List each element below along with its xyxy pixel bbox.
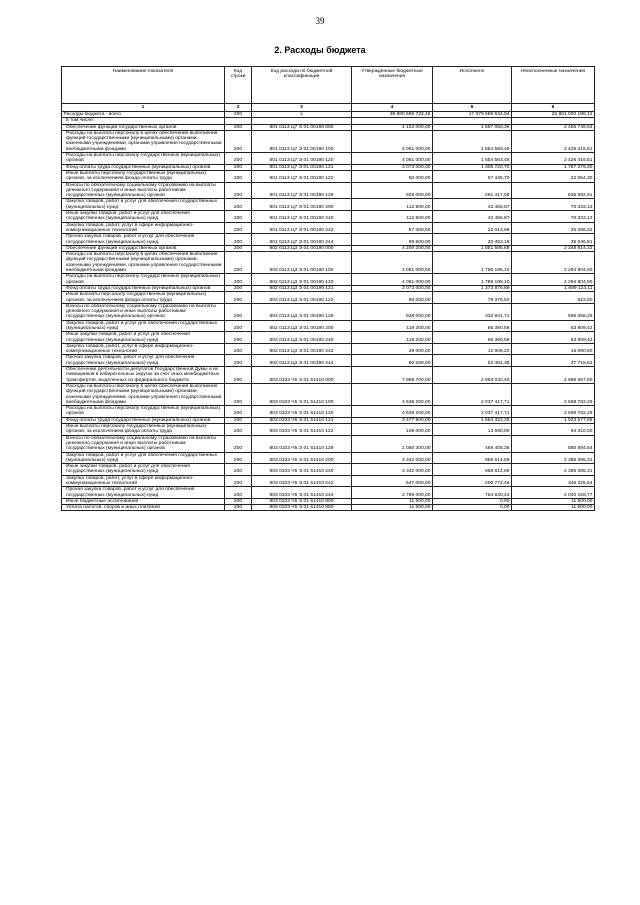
row-code-cell: 801 0113 Ц7 Э 01 00190 121 [252,164,352,170]
row-executed-cell: 42 466,87 [433,211,512,223]
row-code-cell: 801 0113 Ц7 Э 01 00190 000 [252,124,352,130]
row-executed-cell: 469 405,36 [433,435,512,452]
row-name-cell: Иные выплаты персоналу государственных (муниципальных) органов, за исключением фонда оплаты труда [62,170,225,182]
row-approved-cell: 80 000,00 [352,292,433,304]
row-name-cell: Расходы бюджета - всего [62,112,225,118]
row-executed-cell: 200 774,46 [433,475,512,487]
row-approved-cell: 4 081 000,00 [352,130,433,152]
table-row [62,464,595,476]
row-line-cell: 200 [225,222,252,234]
row-code-cell: 803 0103 Ч5 Э 01 51410 000 [252,367,352,384]
row-unexecuted-cell: 623,50 [512,292,595,304]
row-line-cell: 200 [225,182,252,199]
row-executed-cell: 2 993 032,40 [433,367,512,384]
row-executed-cell: 13 690,00 [433,424,512,436]
row-name-cell: Иные закупки товаров, работ и услуг для обеспечения государственных (муниципальных) нужд [62,464,225,476]
index-cell: 6 [512,104,595,112]
row-code-cell: 801 0113 Ц7 Э 01 00190 129 [252,182,352,199]
row-name-cell: Иные бюджетные ассигнования [62,498,225,504]
table-row [62,252,595,274]
row-approved-cell: 11 500,00 [352,498,433,504]
index-cell: 5 [433,104,512,112]
row-executed-cell: 2 037 417,71 [433,383,512,405]
table-row [62,199,595,211]
row-code-cell: 802 0113 Ц3 Э 01 00190 100 [252,252,352,274]
row-approved-cell: 119 200,00 [352,320,433,332]
row-code-cell: 802 0113 Ц3 Э 01 00190 242 [252,343,352,355]
row-code-cell: 801 0113 Ц7 Э 01 00190 242 [252,222,352,234]
row-unexecuted-cell: 2 426 416,51 [512,153,595,165]
row-executed-cell: 12 909,20 [433,343,512,355]
index-cell: 1 [62,104,225,112]
row-unexecuted-cell: 22 801 000 198,12 [512,112,595,118]
row-approved-cell: 3 073 000,00 [352,285,433,291]
table-row [62,355,595,367]
row-approved-cell: 4 153 000,00 [352,124,433,130]
row-approved-cell: 55 500,00 [352,234,433,246]
row-line-cell: 200 [225,153,252,165]
row-line-cell: 200 [225,130,252,152]
header-name: Наименование показателя [62,67,225,104]
row-approved-cell: 4 081 000,00 [352,153,433,165]
row-name-cell: Расходы на выплаты персоналу в целях обеспечения выполнения функций государственными (муниципальными) органами, казенными учреждениями, органами управления государственными внебюджетными фондами [62,130,225,152]
index-cell: 3 [252,104,352,112]
row-code-cell: 801 0113 Ц7 Э 01 00190 240 [252,211,352,223]
row-executed-cell: 0,00 [433,498,512,504]
row-line-cell: 200 [225,505,252,511]
row-approved-cell: 112 800,00 [352,211,433,223]
row-approved-cell: 2 795 000,00 [352,487,433,499]
row-code-cell: 802 0113 Ц3 Э 01 00190 000 [252,245,352,251]
row-approved-cell: 4 081 000,00 [352,274,433,286]
row-line-cell: 200 [225,452,252,464]
row-code-cell: 802 0113 Ц3 Э 01 00190 129 [252,303,352,320]
row-executed-cell: 1 786 195,10 [433,274,512,286]
table-row [62,435,595,452]
row-approved-cell: 3 477 900,00 [352,417,433,423]
row-name-cell: Взносы по обязательному социальному страхованию на выплаты денежного содержания и иные выплаты работникам государственных (муниципальных) органов [62,435,225,452]
table-row [62,274,595,286]
row-code-cell: 803 0103 Ч5 Э 01 51410 200 [252,452,352,464]
row-unexecuted-cell: 2 455 749,64 [512,124,595,130]
row-approved-cell: 3 342 000,00 [352,452,433,464]
row-unexecuted-cell: 2 386 385,31 [512,464,595,476]
table-row [62,343,595,355]
row-executed-cell: 2 037 417,71 [433,406,512,418]
row-approved-cell: 7 989 700,00 [352,367,433,384]
row-code-cell: 801 0113 Ц7 Э 01 00190 122 [252,170,352,182]
table-row [62,303,595,320]
table-row [62,452,595,464]
page-title: 2. Расходы бюджета [274,45,366,55]
row-line-cell: 200 [225,332,252,344]
row-executed-cell: 332 941,71 [433,303,512,320]
header-classification-code: Код расхода по бюджетной классификации [252,67,352,104]
row-name-cell: Закупка товаров, работ и услуг для обеспечения государственных (муниципальных) нужд [62,320,225,332]
row-line-cell: 200 [225,112,252,118]
row-name-cell: Фонд оплаты труда государственных (муниципальных) органов [62,164,225,170]
row-unexecuted-cell: 1 923 577,65 [512,417,595,423]
row-unexecuted-cell: 580 894,64 [512,435,595,452]
header-row [62,67,595,104]
row-name-cell: Расходы на выплаты персоналу в целях обеспечения выполнения функций государственными (муниципальными) органами, казенными учреждениями, органами управления государственными внебюджетными фондами [62,383,225,405]
row-approved-cell: 108 000,00 [352,424,433,436]
row-name-cell: Обеспечение функций государственных органов [62,245,225,251]
row-code-cell: 801 0113 Ц7 Э 01 00190 244 [252,234,352,246]
row-name-cell: Уплата налогов, сборов и иных платежей [62,505,225,511]
index-cell: 4 [352,104,433,112]
table-row [62,367,595,384]
row-unexecuted-cell: 595 058,29 [512,303,595,320]
row-name-cell: Расходы на выплаты персоналу государственных (муниципальных) органов [62,406,225,418]
row-code-cell: 803 0103 Ч5 Э 01 51410 800 [252,498,352,504]
row-approved-cell: 547 000,00 [352,475,433,487]
row-name-cell: Иные закупки товаров, работ и услуг для обеспечения государственных (муниципальных) нужд [62,332,225,344]
row-code-cell: x [252,112,352,118]
row-unexecuted-cell: 1 699 123,11 [512,285,595,291]
row-line-cell: 200 [225,303,252,320]
row-approved-cell: 11 500,00 [352,505,433,511]
table-row [62,182,595,199]
table-row [62,383,595,405]
row-unexecuted-cell: 11 500,00 [512,498,595,504]
row-unexecuted-cell: 70 333,13 [512,211,595,223]
row-name-cell: Фонд оплаты труда государственных (муниципальных) органов [62,417,225,423]
row-line-cell: 200 [225,285,252,291]
row-approved-cell: 3 342 000,00 [352,464,433,476]
row-code-cell: 802 0113 Ц3 Э 01 00190 200 [252,320,352,332]
row-code-cell: 802 0113 Ц3 Э 01 00190 244 [252,355,352,367]
row-approved-cell: 4 200 200,00 [352,245,433,251]
row-name-cell: Иные выплаты персоналу государственных (муниципальных) органов, за исключением фонда оплаты труда [62,292,225,304]
row-line-cell: 200 [225,417,252,423]
row-unexecuted-cell: 94 310,00 [512,424,595,436]
row-unexecuted-cell: 4 996 667,60 [512,367,595,384]
row-line-cell: 200 [225,424,252,436]
row-line-cell: 200 [225,343,252,355]
row-name-cell: Закупка товаров, работ и услуг для обеспечения государственных (муниципальных) нужд [62,452,225,464]
row-executed-cell: 52 481,38 [433,355,512,367]
page-number: 39 [315,16,325,26]
row-line-cell: 200 [225,245,252,251]
row-code-cell: 803 0103 Ч5 Э 01 51410 122 [252,424,352,436]
row-approved-cell: 4 081 000,00 [352,252,433,274]
row-unexecuted-cell: 2 294 804,90 [512,274,595,286]
row-executed-cell: 1 305 720,70 [433,164,512,170]
row-name-cell: Прочая закупка товаров, работ и услуг для обеспечения государственных (муниципальных) нужд [62,487,225,499]
row-approved-cell: 928 000,00 [352,303,433,320]
row-unexecuted-cell: 22 554,30 [512,170,595,182]
row-approved-cell: 57 300,00 [352,222,433,234]
header-approved: Утвержденные бюджетные назначения [352,67,433,104]
row-line-cell: 200 [225,252,252,274]
row-line-cell: 200 [225,464,252,476]
row-name-cell: Обеспечение деятельности депутатов Государственной Думы и их помощников в избирательных округах за счет иных межбюджетных трансфертов, выделенных из федерального бюджета [62,367,225,384]
row-approved-cell: 928 000,00 [352,182,433,199]
table-row [62,234,595,246]
row-line-cell: 200 [225,435,252,452]
row-code-cell: 802 0113 Ц3 Э 01 00190 240 [252,332,352,344]
row-approved-cell: 39 880 586 732,16 [352,112,433,118]
row-name-cell: Расходы на выплаты персоналу в целях обеспечения выполнения функций государственными (муниципальными) органами, казенными учреждениями, органами управления государственными внебюджетными фондами [62,252,225,274]
table-row [62,406,595,418]
row-line-cell: 200 [225,498,252,504]
row-name-cell: Расходы на выплаты персоналу государственных (муниципальных) органов [62,153,225,165]
table-row [62,211,595,223]
row-executed-cell: 22 013,68 [433,222,512,234]
row-line-cell: 200 [225,320,252,332]
row-executed-cell: 955 614,69 [433,464,512,476]
row-code-cell: 803 0103 Ч5 Э 01 51410 100 [252,383,352,405]
row-unexecuted-cell: 2 598 782,29 [512,383,595,405]
row-line-cell: 200 [225,274,252,286]
table-row [62,332,595,344]
table-row [62,222,595,234]
row-executed-cell: 955 614,69 [433,452,512,464]
row-name-cell: Расходы на выплаты персоналу государственных (муниципальных) органов [62,274,225,286]
row-unexecuted-cell: 53 809,42 [512,332,595,344]
row-name-cell: Прочая закупка товаров, работ и услуг для обеспечения государственных (муниципальных) нужд [62,234,225,246]
row-code-cell: 803 0103 Ч5 Э 01 51410 121 [252,417,352,423]
table-row [62,487,595,499]
row-name-cell: Взносы по обязательному социальному страхованию на выплаты денежного содержания и иные выплаты работникам государственных (муниципальных) органов [62,182,225,199]
row-code-cell: 801 0113 Ц7 Э 01 00190 200 [252,199,352,211]
row-line-cell: 200 [225,475,252,487]
row-executed-cell: 57 445,70 [433,170,512,182]
row-executed-cell: 20 453,19 [433,234,512,246]
row-executed-cell: 1 697 050,36 [433,124,512,130]
row-line-cell: 200 [225,383,252,405]
row-name-cell: Закупка товаров, работ, услуг в сфере информационно-коммуникационных технологий [62,222,225,234]
table-row [62,424,595,436]
row-unexecuted-cell: 16 090,80 [512,343,595,355]
row-code-cell: 801 0113 Ц7 Э 01 00190 120 [252,153,352,165]
row-name-cell: Закупка товаров, работ, услуг в сфере информационно-коммуникационных технологий [62,343,225,355]
row-name-cell: Иные закупки товаров, работ и услуг для обеспечения государственных (муниципальных) нужд [62,211,225,223]
row-code-cell: 802 0113 Ц3 Э 01 00190 121 [252,285,352,291]
row-name-cell: Взносы по обязательному социальному страхованию на выплаты денежного содержания и иные выплаты работникам государственных (муниципальных) органов [62,303,225,320]
row-executed-cell: 79 376,50 [433,292,512,304]
row-unexecuted-cell: 35 286,32 [512,222,595,234]
row-unexecuted-cell: 2 294 804,90 [512,252,595,274]
row-approved-cell: 4 636 200,00 [352,383,433,405]
row-line-cell: 200 [225,211,252,223]
row-unexecuted-cell: 53 809,42 [512,320,595,332]
row-approved-cell: 4 636 200,00 [352,406,433,418]
row-unexecuted-cell: 346 225,54 [512,475,595,487]
row-line-cell: 200 [225,170,252,182]
row-line-cell: 200 [225,199,252,211]
table-row [62,153,595,165]
row-executed-cell: 754 840,23 [433,487,512,499]
row-executed-cell: 1 654 583,49 [433,130,512,152]
table-row [62,292,595,304]
row-code-cell: 803 0103 Ч5 Э 01 51410 240 [252,464,352,476]
row-line-cell: 200 [225,124,252,130]
row-name-cell: в том числе: [62,118,225,124]
row-unexecuted-cell: 2 598 782,29 [512,406,595,418]
row-executed-cell: 65 390,58 [433,332,512,344]
table-row [62,505,595,511]
row-unexecuted-cell: 11 500,00 [512,505,595,511]
row-name-cell: Закупка товаров, работ и услуг для обеспечения государственных (муниципальных) нужд [62,199,225,211]
row-code-cell: 802 0113 Ц3 Э 01 00190 120 [252,274,352,286]
row-unexecuted-cell: 70 333,13 [512,199,595,211]
row-line-cell: 200 [225,487,252,499]
row-approved-cell: 90 200,00 [352,355,433,367]
row-line-cell: 200 [225,292,252,304]
row-code-cell: 803 0103 Ч5 Э 01 51410 129 [252,435,352,452]
row-code-cell: 803 0103 Ч5 Э 01 51410 242 [252,475,352,487]
expenses-table [61,66,595,511]
row-approved-cell: 119 200,00 [352,332,433,344]
row-executed-cell: 1 786 195,10 [433,252,512,274]
header-executed: Исполнено [433,67,512,104]
row-unexecuted-cell: 37 718,62 [512,355,595,367]
row-unexecuted-cell: 636 582,91 [512,182,595,199]
row-code-cell: 802 0113 Ц3 Э 01 00190 122 [252,292,352,304]
row-name-cell: Прочая закупка товаров, работ и услуг для обеспечения государственных (муниципальных) нужд [62,355,225,367]
row-unexecuted-cell: 2 386 385,31 [512,452,595,464]
table-row [62,475,595,487]
row-line-cell: 200 [225,164,252,170]
row-unexecuted-cell: 2 040 159,77 [512,487,595,499]
row-executed-cell: 1 373 876,89 [433,285,512,291]
index-cell: 2 [225,104,252,112]
row-executed-cell: 1 554 322,35 [433,417,512,423]
row-unexecuted-cell: 1 767 279,30 [512,164,595,170]
row-approved-cell: 1 050 300,00 [352,435,433,452]
row-code-cell: 801 0113 Ц7 Э 01 00190 100 [252,130,352,152]
row-executed-cell: 17 079 586 534,04 [433,112,512,118]
row-executed-cell: 42 466,87 [433,199,512,211]
row-code-cell: 803 0103 Ч5 Э 01 51410 850 [252,505,352,511]
row-line-cell: 200 [225,367,252,384]
row-approved-cell: 3 073 000,00 [352,164,433,170]
row-name-cell: Закупка товаров, работ, услуг в сфере информационно-коммуникационных технологий [62,475,225,487]
row-name-cell: Иные выплаты персоналу государственных (муниципальных) органов, за исключением фонда оплаты труда [62,424,225,436]
row-approved-cell: 29 000,00 [352,343,433,355]
row-executed-cell: 1 654 583,49 [433,153,512,165]
row-executed-cell: 65 390,58 [433,320,512,332]
row-code-cell: 803 0103 Ч5 Э 01 51410 120 [252,406,352,418]
index-row [62,104,595,112]
row-name-cell: Фонд оплаты труда государственных (муниципальных) органов [62,285,225,291]
header-line-code: Код строки [225,67,252,104]
row-executed-cell: 1 851 585,68 [433,245,512,251]
row-line-cell: 200 [225,355,252,367]
table-body [62,112,595,511]
table-row [62,170,595,182]
row-line-cell: 200 [225,406,252,418]
header-unexecuted: Неисполненные назначения [512,67,595,104]
table-row [62,320,595,332]
table-row [62,130,595,152]
row-code-cell: 803 0103 Ч5 Э 01 51410 244 [252,487,352,499]
row-name-cell: Обеспечение функций государственных органов [62,124,225,130]
row-approved-cell: 112 800,00 [352,199,433,211]
row-unexecuted-cell: 2 426 416,51 [512,130,595,152]
row-unexecuted-cell: 35 046,81 [512,234,595,246]
row-unexecuted-cell: 2 348 614,32 [512,245,595,251]
row-approved-cell: 80 000,00 [352,170,433,182]
row-executed-cell: 0,00 [433,505,512,511]
row-line-cell: 200 [225,234,252,246]
row-executed-cell: 291 417,09 [433,182,512,199]
